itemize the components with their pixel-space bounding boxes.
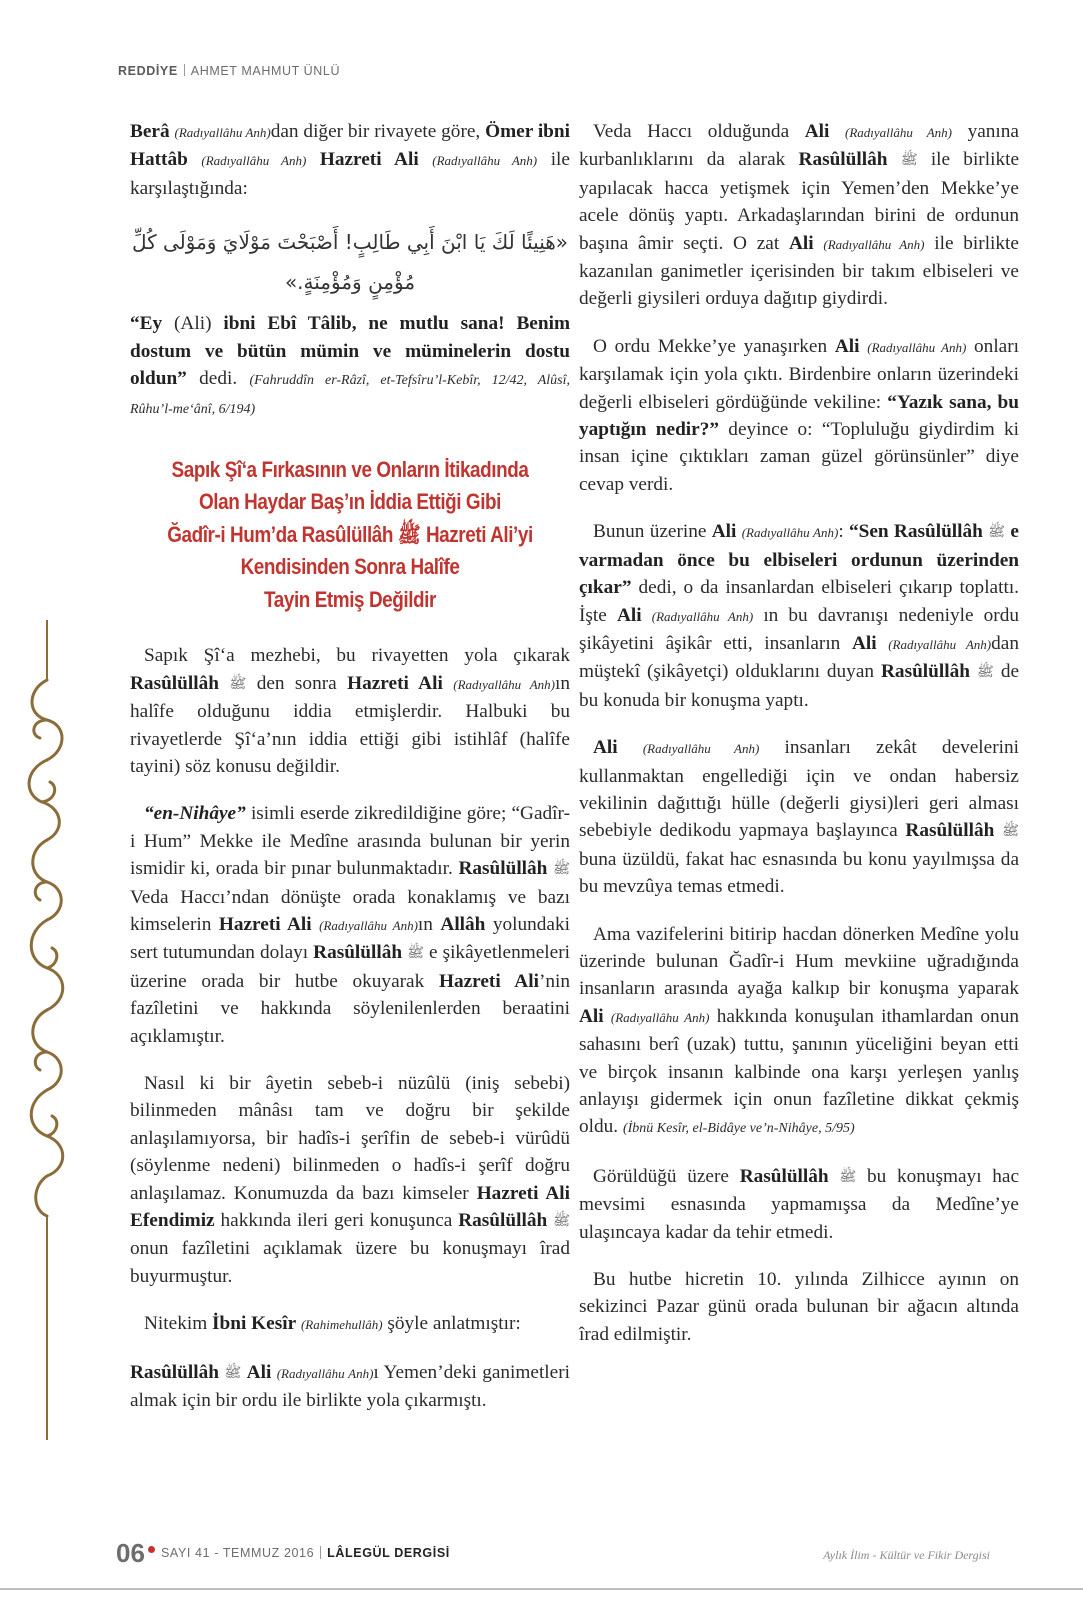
- paragraph: [579, 118, 1019, 313]
- text: ın: [417, 914, 433, 935]
- paragraph: [130, 1310, 570, 1338]
- honorific: (Radıyallâhu Anh): [319, 918, 418, 933]
- text: Veda Haccı olduğunda: [593, 121, 790, 142]
- honorific: (Radıyallâhu Anh): [174, 125, 271, 140]
- honorific: (Radıyallâhu Anh): [845, 125, 952, 140]
- person-name: Ali: [579, 1005, 604, 1027]
- text: Nitekim: [144, 1313, 208, 1335]
- person-name: Ali: [834, 335, 860, 357]
- person-name: Rasûlüllâh: [458, 1210, 548, 1232]
- magazine-tagline: Aylık İlim - Kültür ve Fikir Dergisi: [823, 1548, 990, 1562]
- person-name: İbni Kesîr: [212, 1313, 297, 1335]
- person-name: Ali: [593, 737, 618, 759]
- salawat-icon: ﷺ: [988, 524, 1006, 541]
- text: O ordu Mekke’ye yanaşırken: [593, 335, 828, 357]
- author-name: AHMET MAHMUT ÜNLÜ: [190, 64, 341, 78]
- honorific: (Radıyallâhu Anh): [651, 608, 754, 624]
- salawat-icon: ﷺ: [976, 664, 994, 681]
- floral-ornament: [22, 620, 72, 1440]
- citation: (Fahruddîn er-Râzî, et-Tefsîru’l-Kebîr, 12/42, Alûsî, Rûhu’l-me‘ânî, 6/194): [130, 373, 571, 418]
- paragraph: [130, 1070, 570, 1290]
- text: hakkında ileri geri konuşunca: [220, 1210, 453, 1232]
- issue-info: [161, 1546, 450, 1560]
- heading-line: Kendisinden Sonra Halîfe: [240, 554, 460, 580]
- person-name: Hazreti Ali: [438, 970, 539, 992]
- person-name: Hazreti Ali: [218, 914, 312, 935]
- page-number: 06: [116, 1538, 145, 1568]
- person-name: Ali: [711, 521, 737, 543]
- section-heading: [156, 454, 545, 617]
- text: ın bu davranışı nedeniyle ordu şikâyetini âşikâr etti, insanların: [579, 604, 1020, 654]
- salawat-icon: ﷺ: [553, 861, 570, 878]
- magazine-section: REDDİYE: [118, 64, 178, 78]
- paragraph: Bunun üzerine Ali (Radıyallâhu Anh): “Sen Rasûlüllâh ﷺ e varmadan önce bu elbiseleri ordunun üzerinden çıkar” dedi, o da insanlardan elbiseleri çıkarıp toplattı. İşte Ali (Radıyallâhu Anh) ın bu davranışı nedeniyle ordu şikâyetini âşikâr etti, insanların Ali (Radıyallâhu Anh)dan müştekî (şikâyetçi) olduklarını duyan Rasûlüllâh ﷺ de bu konuda bir konuşma yaptı.: [579, 521, 1020, 711]
- text: onun fazîletini açıklamak üzere bu konuşmayı îrad buyurmuştur.: [130, 1238, 570, 1287]
- salawat-icon: ﷺ: [229, 675, 247, 692]
- text: de bu konuda bir konuşma yaptı.: [579, 661, 1020, 711]
- magazine-name: LÂLEGÜL DERGİSİ: [327, 1546, 450, 1560]
- text: şöyle anlatmıştır:: [387, 1313, 521, 1335]
- text: hakkında konuşulan ithamlardan onun sahasını berî (uzak) tuttu, şanının yüceliğini beyan etti ve birçok insanın kalbinde ona karşı yerleşen yanlış anlayışı gidermek için onun fazîletine dikkat çekmiş oldu.: [579, 1005, 1019, 1138]
- person-name: Ali: [246, 1361, 272, 1383]
- text: Ama vazifelerini bitirip hacdan dönerken Medîne yolu üzerinde bulunan Ğadîr-i Hum mevkiine uğradığında insanların arasında ayağa kalkıp bir konuşma yaparak: [579, 923, 1019, 1000]
- honorific: (Radıyallâhu Anh): [610, 1009, 710, 1025]
- person-name: Ali: [851, 632, 877, 654]
- text: yanına kurbanlıklarını da alarak: [579, 121, 1019, 171]
- paragraph: [130, 800, 570, 1050]
- heading-line: Sapık Şî‘a Fırkasının ve Onların İtikadında: [171, 456, 529, 482]
- heading-line: Olan Haydar Baş’ın İddia Ettiği Gibi: [198, 489, 502, 515]
- person-name: Rasûlüllâh: [130, 672, 219, 694]
- header-divider: [184, 64, 185, 76]
- salawat-icon: ﷺ: [553, 1213, 570, 1230]
- honorific: (Radıyallâhu Anh): [741, 525, 839, 541]
- honorific: (Radıyallâhu Anh): [201, 153, 307, 169]
- book-title: “en-Nihâye”: [144, 803, 246, 825]
- heading-line: Ğadîr-i Hum’da Rasûlüllâh ﷺ Hazreti Ali’yi: [167, 521, 533, 547]
- person-name: Hazreti Ali: [347, 672, 443, 694]
- honorific: (Radıyallâhu Anh): [432, 153, 538, 169]
- right-column: [579, 118, 1019, 1368]
- person-name: Rasûlüllâh: [905, 820, 995, 842]
- text: dedi, o da insanlardan elbiseleri çıkarıp toplattı. İşte: [579, 577, 1020, 626]
- text: ile birlikte yapılacak hacca yetişmek için Yemen’den Mekke’ye acele dönüş yaptı. Arkadaşlarından birini de ordunun başına âmir seçti. O zat: [579, 149, 1019, 254]
- quote-text: “Ey: [130, 313, 163, 335]
- citation: (İbnü Kesîr, el-Bidâye ve’n-Nihâye, 5/95): [622, 1121, 855, 1137]
- text: ile karşılaştığında:: [130, 149, 570, 199]
- bullet-icon: [148, 1546, 155, 1553]
- running-header: [118, 64, 340, 78]
- paragraph: [579, 1163, 1019, 1246]
- paragraph: [579, 1266, 1019, 1348]
- text: dan diğer bir rivayete göre,: [270, 121, 481, 142]
- divine-name: Allâh: [440, 914, 486, 935]
- quote-text: “Yazık sana, bu yaptığın nedir?”: [579, 391, 1019, 441]
- text: yolundaki sert tutumundan dolayı: [130, 914, 570, 964]
- text: ’nin fazîletini ve hakkında söylenilenlerden beraatini açıklamıştır.: [130, 970, 571, 1047]
- text: ı Yemen’deki ganimetleri almak için bir ordu ile birlikte yola çıkarmıştı.: [130, 1361, 570, 1412]
- text: ile birlikte kazanılan ganimetler içerisinden bir takım elbiseleri ve değerli giysileri orduya dağıtıp giydirdi.: [579, 232, 1019, 310]
- paragraph: [130, 118, 570, 202]
- honorific: (Radıyallâhu Anh): [453, 676, 555, 692]
- footer-divider: [320, 1546, 321, 1559]
- text: bu konuşmayı hac mevsimi esnasında yapmamışsa da Medîne’ye ulaşıncaya kadar da tehir etmedi.: [579, 1165, 1020, 1243]
- person-name: Rasûlüllâh: [313, 942, 403, 964]
- person-name: Ali: [804, 121, 830, 142]
- honorific: (Radıyallâhu Anh): [276, 1365, 374, 1381]
- person-name: Rasûlüllâh: [458, 858, 548, 880]
- text: Bunun üzerine: [593, 521, 707, 543]
- text: onları karşılamak için yola çıktı. Birdenbire onların üzerindeki değerli elbiseleri gördüğünde vekiline:: [579, 335, 1020, 413]
- text: dedi.: [199, 368, 238, 390]
- paragraph: [130, 310, 570, 424]
- paragraph: [579, 734, 1019, 900]
- honorific: (Radıyallâhu Anh): [823, 236, 925, 252]
- text: isimli eserde zikredildiğine göre; “Gadîr-i Hum” Mekke ile Medîne arasında bulunan bir yerin ismidir ki, orada bir pınar bulunmaktadır.: [130, 803, 570, 880]
- quote-text: “Sen Rasûlüllâh: [848, 521, 983, 543]
- text: ın halîfe olduğunu iddia etmişlerdir. Halbuki bu rivayetlerde Şî‘a’nın iddia ettiği gibi istihlâf (halîfe tayini) söz konusu değildir.: [130, 672, 570, 777]
- person-name: Ömer ibni Hattâb: [130, 121, 570, 171]
- paragraph: [130, 642, 570, 780]
- arabic-quote: «هَنِيئًا لَكَ يَا ابْنَ أَبِي طَالِبٍ! أَصْبَحْتَ مَوْلَايَ وَمَوْلَى كُلِّ مُؤْمِنٍ وَمُؤْمِنَةٍ.»: [131, 230, 569, 295]
- person-name: Rasûlüllâh: [798, 149, 888, 171]
- person-name: Ali: [788, 232, 814, 254]
- salawat-icon: ﷺ: [1002, 823, 1019, 840]
- text: Veda Haccı’ndan dönüşte orada konaklamış ve bazı kimselerin: [130, 886, 570, 935]
- person-name: Rasûlüllâh: [739, 1165, 829, 1187]
- paragraph: [579, 921, 1019, 1143]
- honorific: (Rahimehullâh): [300, 1317, 383, 1333]
- text: Bu hutbe hicretin 10. yılında Zilhicce ayının on sekizinci Pazar günü orada bulunan bir ağacın altında îrad edilmiştir.: [579, 1269, 1019, 1345]
- issue-number: SAYI 41 - TEMMUZ 2016: [161, 1546, 315, 1560]
- text: den sonra: [256, 672, 337, 694]
- page-footer: [116, 1540, 996, 1570]
- person-name: Hazreti Ali Efendimiz: [130, 1182, 570, 1232]
- text: buna üzüldü, fakat hac esnasında bu konu yayılmışsa da bu mevzûya temas etmedi.: [579, 848, 1019, 898]
- salawat-icon: ﷺ: [224, 1364, 242, 1381]
- text: insanları zekât develerini kullanmaktan engellediği için ve ondan habersiz vekilinin dağıttığı hülle (değerli giysi)leri geri alması sebebiyle dedikodu yapmaya başlayınca: [579, 737, 1019, 842]
- left-column: [130, 118, 570, 1435]
- page-edge-line: [0, 1588, 1083, 1590]
- paragraph: [130, 1359, 570, 1415]
- person-name: Ali: [616, 604, 642, 626]
- honorific: (Radıyallâhu Anh): [642, 741, 760, 757]
- text: Sapık Şî‘a mezhebi, bu rivayetten yola çıkarak: [144, 645, 570, 667]
- text: (Ali): [174, 313, 212, 335]
- quote-text: ibni Ebî Tâlib, ne mutlu sana! Benim dostum ve bütün mümin ve müminelerin dostu oldun”: [130, 313, 571, 390]
- salawat-icon: ﷺ: [900, 152, 918, 169]
- heading-line: Tayin Etmiş Değildir: [264, 586, 436, 612]
- quote-text: e varmadan önce bu elbiseleri ordunun üzerinden çıkar”: [579, 521, 1019, 599]
- narrator-name: Berâ: [130, 121, 170, 142]
- paragraph: [579, 333, 1019, 498]
- text: Görüldüğü üzere: [593, 1165, 729, 1187]
- person-name: Rasûlüllâh: [130, 1361, 219, 1383]
- honorific: (Radıyallâhu Anh): [867, 339, 967, 355]
- salawat-icon: ﷺ: [407, 945, 425, 962]
- salawat-icon: ﷺ: [839, 1168, 857, 1185]
- text: dan müştekî (şikâyetçi) olduklarını duyan: [579, 632, 1019, 683]
- person-name: Rasûlüllâh: [881, 661, 970, 683]
- text: deyince o: “Topluluğu giydirdim ki insan içine çıktıkları zaman güzel görünsünler” diye cevap verdi.: [579, 419, 1019, 495]
- honorific: (Radıyallâhu Anh): [888, 636, 992, 652]
- person-name: Hazreti Ali: [319, 149, 419, 171]
- text: e şikâyetlenmeleri üzerine orada bir hutbe okuyarak: [130, 942, 570, 992]
- text: Nasıl ki bir âyetin sebeb-i nüzûlü (iniş sebebi) bilinmeden mânâsı tam ve doğru bir şekilde anlaşılamıyorsa, bir hadîs-i şerîfin de sebeb-i vürûdü (söylenme nedeni) bilinmeden o hadîs-i şerîf doğru anlaşılamaz. Konumuzda da bazı kimseler: [130, 1073, 570, 1204]
